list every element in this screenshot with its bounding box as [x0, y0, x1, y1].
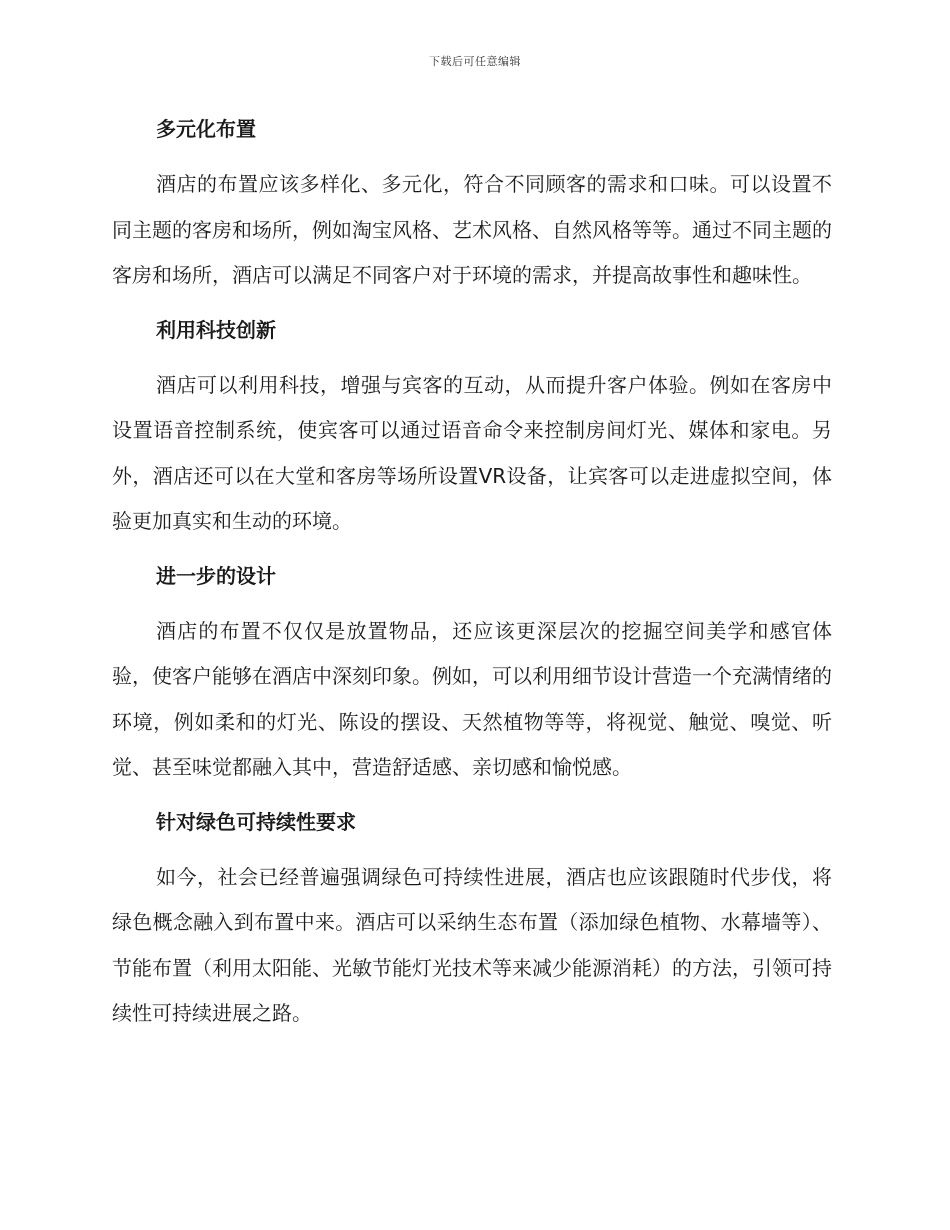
section-further-design: [112, 553, 832, 791]
section-paragraph: 酒店的布置不仅仅是放置物品，还应该更深层次的挖掘空间美学和感官体验，使客户能够在酒店中深刻印象。例如，可以利用细节设计营造一个充满情绪的环境，例如柔和的灯光、陈设的摆设、天然植物等等，将视觉、触觉、嗅觉、听觉、甚至味觉都融入其中，营造舒适感、亲切感和愉悦感。: [112, 618, 832, 779]
section-heading: 多元化布置: [156, 117, 256, 141]
section-tech-innovation: [112, 307, 832, 545]
section-paragraph: 酒店的布置应该多样化、多元化，符合不同顾客的需求和口味。可以设置不同主题的客房和场所，例如淘宝风格、艺术风格、自然风格等等。通过不同主题的客房和场所，酒店可以满足不同客户对于环境的需求，并提高故事性和趣味性。: [112, 172, 832, 287]
section-paragraph: 酒店可以利用科技，增强与宾客的互动，从而提升客户体验。例如在客房中设置语音控制系统，使宾客可以通过语音命令来控制房间灯光、媒体和家电。另外，酒店还可以在大堂和客房等场所设置VR设备，让宾客可以走进虚拟空间，体验更加真实和生动的环境。: [112, 372, 832, 533]
page-header: 下载后可任意编辑: [429, 55, 521, 68]
section-heading: 进一步的设计: [156, 563, 276, 588]
document-content: [112, 106, 832, 1045]
section-heading: 利用科技创新: [156, 317, 276, 342]
section-green-sustainability: [112, 799, 832, 1037]
section-heading: 针对绿色可持续性要求: [156, 809, 356, 834]
section-paragraph: 如今，社会已经普遍强调绿色可持续性进展，酒店也应该跟随时代步伐，将绿色概念融入到布置中来。酒店可以采纳生态布置（添加绿色植物、水幕墙等）、节能布置（利用太阳能、光敏节能灯光技术等来减少能源消耗）的方法，引领可持续性可持续进展之路。: [112, 864, 832, 1025]
section-diversified-layout: [112, 106, 832, 299]
